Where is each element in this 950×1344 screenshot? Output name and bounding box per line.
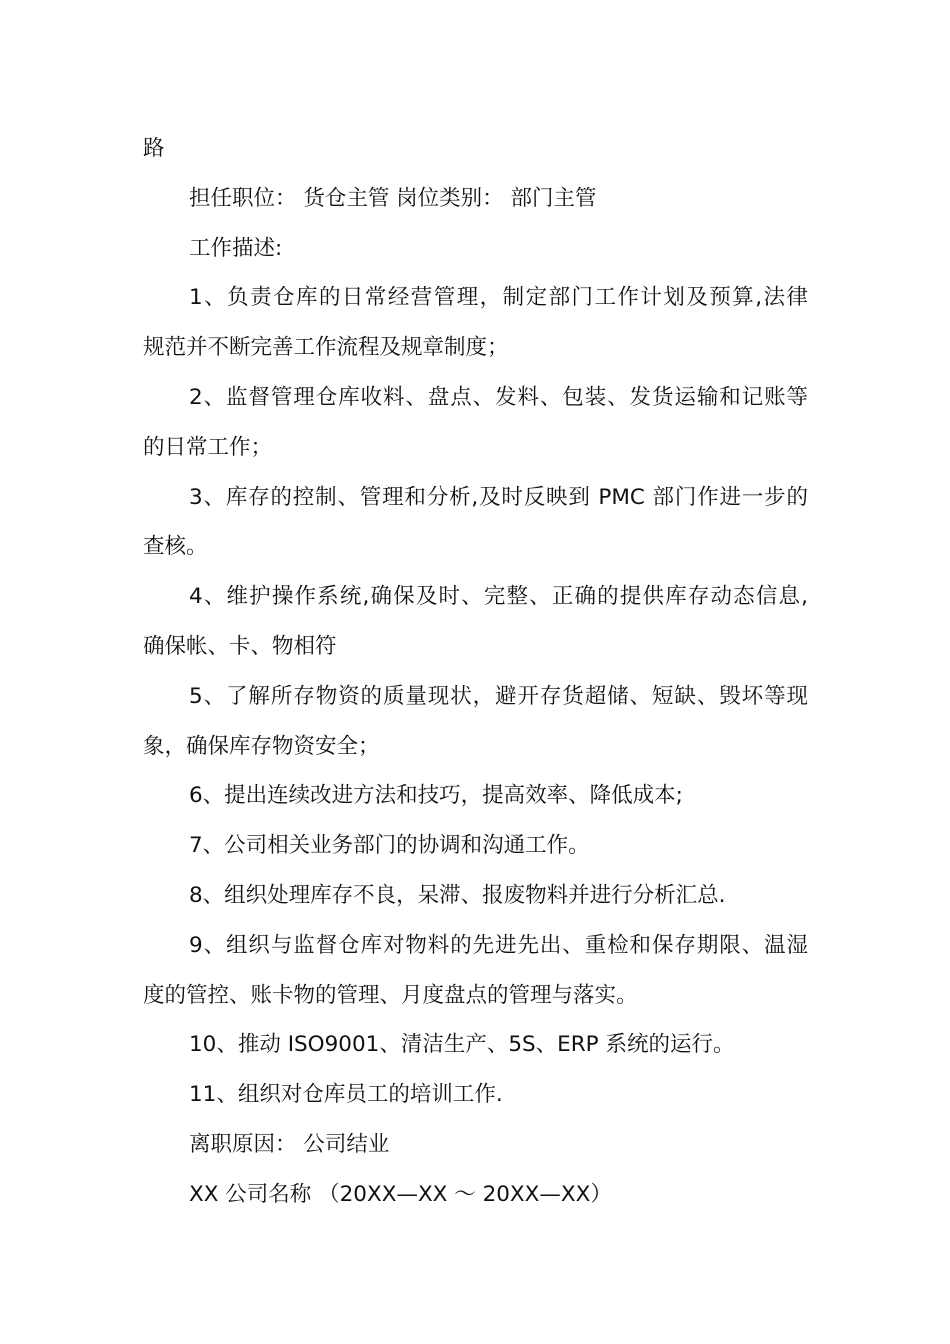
text-line: 确保帐、卡、物相符 <box>143 633 337 659</box>
text-line: 5、了解所存物资的质量现状，避开存货超储、短缺、毁坏等现 <box>189 683 808 709</box>
text-line: 象，确保库存物资安全； <box>143 733 380 759</box>
text-line: 离职原因： 公司结业 <box>189 1131 390 1157</box>
text-line: 规范并不断完善工作流程及规章制度； <box>143 335 509 361</box>
text-line: 担任职位： 货仓主管 岗位类别： 部门主管 <box>189 185 597 211</box>
text-line: 3、库存的控制、管理和分析,及时反映到 PMC 部门作进一步的 <box>189 484 808 510</box>
text-line: 1、负责仓库的日常经营管理，制定部门工作计划及预算,法律 <box>189 285 808 311</box>
text-line: 2、监督管理仓库收料、盘点、发料、包装、发货运输和记账等 <box>189 384 808 410</box>
text-line: 路 <box>143 136 165 161</box>
text-line: 工作描述: <box>189 235 283 261</box>
text-line: 4、维护操作系统,确保及时、完整、正确的提供库存动态信息, <box>189 584 808 610</box>
text-line: 10、推动 ISO9001、清洁生产、5S、ERP 系统的运行。 <box>189 1032 735 1058</box>
text-line: 8、组织处理库存不良，呆滞、报废物料并进行分析汇总. <box>189 882 726 908</box>
text-line: 11、组织对仓库员工的培训工作. <box>189 1082 503 1108</box>
text-line: 7、公司相关业务部门的协调和沟通工作。 <box>189 833 590 859</box>
text-line: 的日常工作； <box>143 434 273 460</box>
document-body <box>143 124 808 1220</box>
text-line: 9、组织与监督仓库对物料的先进先出、重检和保存期限、温湿 <box>189 932 808 958</box>
text-line: 6、提出连续改进方法和技巧，提高效率、降低成本; <box>189 783 683 809</box>
text-line: XX 公司名称 （20XX—XX ～ 20XX—XX） <box>189 1181 612 1207</box>
text-line: 查核。 <box>143 534 208 560</box>
text-line: 度的管控、账卡物的管理、月度盘点的管理与落实。 <box>143 982 638 1008</box>
